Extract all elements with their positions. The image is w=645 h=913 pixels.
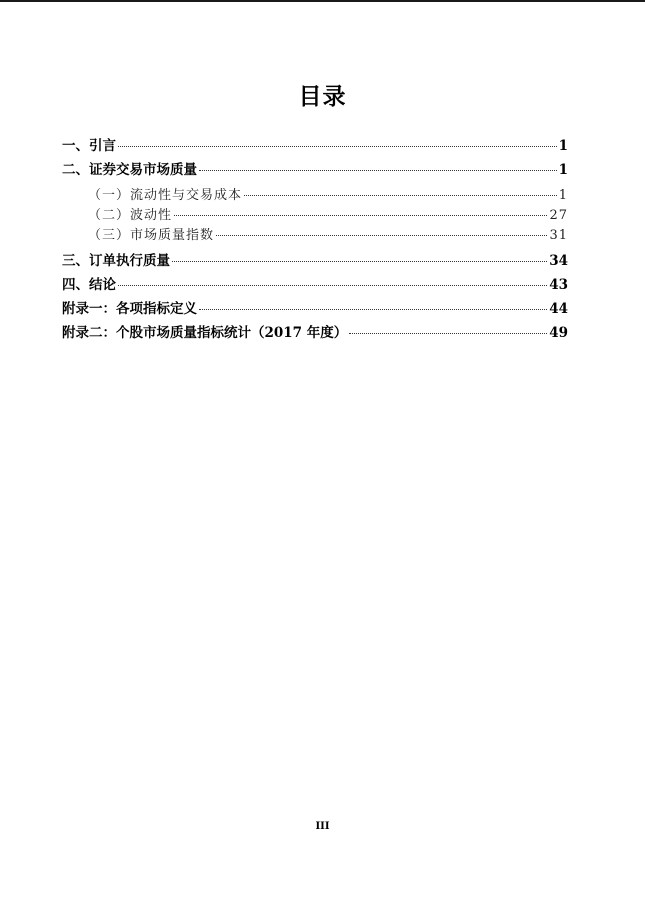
- page-title: 目录: [298, 83, 347, 110]
- dot-leader: [244, 195, 557, 196]
- toc-entry-label: （一）流动性与交易成本: [88, 188, 243, 203]
- toc-entry-order-execution[interactable]: [62, 249, 568, 273]
- toc-subentry-quality-index[interactable]: [62, 224, 568, 244]
- toc-entry-page: 44: [549, 301, 568, 317]
- toc-entry-appendix-1[interactable]: [62, 297, 568, 321]
- dot-leader: [118, 146, 557, 147]
- dot-leader: [174, 215, 547, 216]
- toc-entry-label: （二）波动性: [88, 208, 173, 223]
- toc-entry-label: 二、证券交易市场质量: [62, 162, 197, 178]
- page-top-border: [0, 0, 645, 2]
- dot-leader: [199, 309, 547, 310]
- toc-entry-label: 四、结论: [62, 277, 116, 293]
- toc-entry-introduction[interactable]: [62, 134, 568, 158]
- dot-leader: [216, 235, 547, 236]
- toc-entry-page: 1: [558, 138, 568, 154]
- toc-subentry-volatility[interactable]: [62, 204, 568, 224]
- toc-entry-page: 1: [558, 162, 568, 178]
- page-number: III: [315, 821, 330, 832]
- toc-entry-page: 34: [549, 253, 568, 269]
- table-of-contents: [62, 134, 568, 345]
- toc-entry-appendix-2[interactable]: [62, 321, 568, 345]
- toc-entry-conclusion[interactable]: [62, 273, 568, 297]
- toc-entry-label: 附录二：个股市场质量指标统计（2017 年度）: [62, 325, 348, 341]
- toc-entry-page: 43: [549, 277, 568, 293]
- toc-entry-label: 一、引言: [62, 138, 116, 154]
- dot-leader: [172, 261, 547, 262]
- toc-subentry-liquidity[interactable]: [62, 184, 568, 204]
- toc-entry-page: 49: [549, 325, 568, 341]
- dot-leader: [118, 285, 547, 286]
- toc-entry-market-quality[interactable]: [62, 158, 568, 182]
- toc-entry-page: 1: [558, 188, 568, 203]
- toc-entry-page: 27: [549, 208, 568, 223]
- toc-entry-page: 31: [549, 228, 568, 243]
- toc-entry-label: （三）市场质量指数: [88, 228, 215, 243]
- toc-entry-label: 附录一：各项指标定义: [62, 301, 197, 317]
- dot-leader: [199, 170, 557, 171]
- toc-entry-label: 三、订单执行质量: [62, 253, 170, 269]
- dot-leader: [349, 333, 547, 334]
